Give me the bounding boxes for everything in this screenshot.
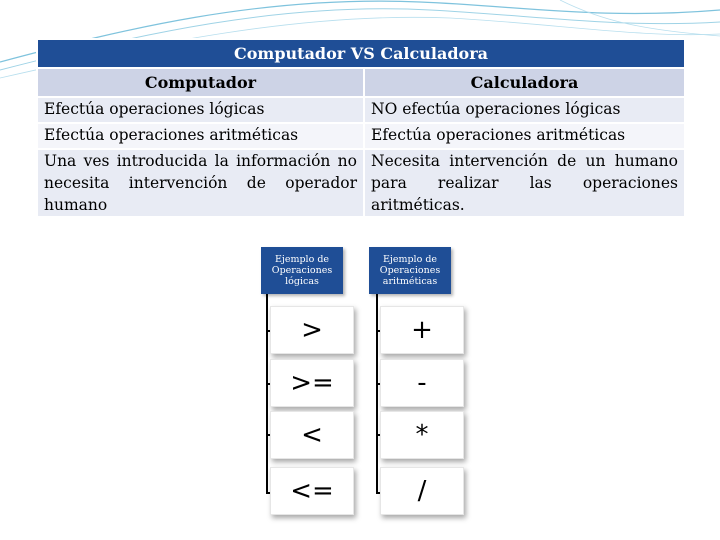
arithmetic-op-box: + bbox=[380, 306, 464, 354]
arithmetic-op-box: / bbox=[380, 467, 464, 515]
table-cell: Necesita intervención de un humano para realizar las operaciones aritméticas. bbox=[364, 149, 685, 217]
arithmetic-op-box: * bbox=[380, 411, 464, 459]
table-row bbox=[37, 97, 685, 123]
arithmetic-op-box: - bbox=[380, 359, 464, 407]
logical-op-box: >= bbox=[270, 359, 354, 407]
table-title: Computador VS Calculadora bbox=[37, 39, 685, 68]
table-cell: NO efectúa operaciones lógicas bbox=[364, 97, 685, 123]
arithmetic-ops-header: Ejemplo de Operaciones aritméticas bbox=[369, 247, 451, 294]
table-cell: Una ves introducida la información no necesita intervención de operador humano bbox=[37, 149, 364, 217]
table-cell: Efectúa operaciones aritméticas bbox=[364, 123, 685, 149]
column-header-computador: Computador bbox=[37, 68, 364, 97]
table-cell: Efectúa operaciones aritméticas bbox=[37, 123, 364, 149]
column-header-calculadora: Calculadora bbox=[364, 68, 685, 97]
table-cell: Efectúa operaciones lógicas bbox=[37, 97, 364, 123]
logical-op-box: < bbox=[270, 411, 354, 459]
table-row bbox=[37, 149, 685, 217]
logical-ops-header: Ejemplo de Operaciones lógicas bbox=[261, 247, 343, 294]
tree-connector bbox=[266, 294, 268, 494]
table-row bbox=[37, 123, 685, 149]
logical-op-box: > bbox=[270, 306, 354, 354]
logical-op-box: <= bbox=[270, 467, 354, 515]
tree-connector bbox=[376, 294, 378, 494]
comparison-table bbox=[36, 38, 686, 218]
